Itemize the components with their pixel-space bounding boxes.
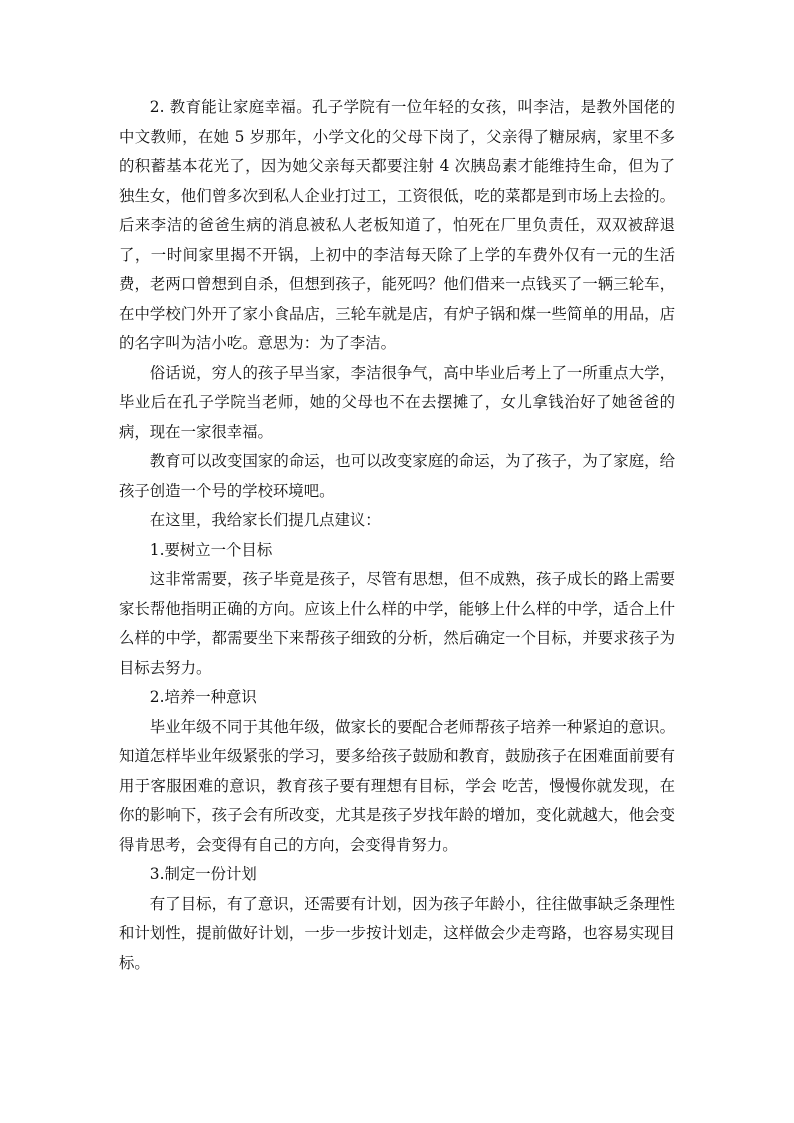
paragraph-education-destiny: 教育可以改变国家的命运，也可以改变家庭的命运，为了孩子，为了家庭，给孩子创造一个号的学校环境吧。 bbox=[119, 452, 675, 500]
paragraph-proverb: 俗话说，穷人的孩子早当家，李洁很争气，高中毕业后考上了一所重点大学，毕业后在孔子学院当老师，她的父母也不在去摆摊了，女儿拿钱治好了她爸爸的病，现在一家很幸福。 bbox=[119, 363, 675, 441]
paragraph-make-plan: 有了目标，有了意识，还需要有计划，因为孩子年龄小，往往做事缺乏条理性和计划性，提前做好计划，一步一步按计划走，这样做会少走弯路，也容易实现目标。 bbox=[119, 894, 675, 972]
heading-make-plan: 3.制定一份计划 bbox=[149, 865, 257, 883]
paragraph-education-family-story: 2. 教育能让家庭幸福。孔子学院有一位年轻的女孩，叫李洁，是教外国佬的中文教师，在她 5 岁那年，小学文化的父母下岗了，父亲得了糖尿病，家里不多的积蓄基本花光了，因为她父亲每天都要注射 4 次胰岛素才能维持生命，但为了独生女，他们曾多次到私人企业打过工，工资很低，吃的菜都是到市场上去捡的。后来李洁的爸爸生病的消息被私人老板知道了，怕死在厂里负责任，双双被辞退了，一时间家里揭不开锅，上初中的李洁每天除了上学的车费外仅有一元的生活费，老两口曾想到自杀，但想到孩子，能死吗？他们借来一点钱买了一辆三轮车，在中学校门外开了家小食品店，三轮车就是店，有炉子锅和煤一些简单的用品，店的名字叫为洁小吃。意思为：为了李洁。 bbox=[119, 98, 675, 352]
paragraph-set-goal: 这非常需要，孩子毕竟是孩子，尽管有思想，但不成熟，孩子成长的路上需要家长帮他指明正确的方向。应该上什么样的中学，能够上什么样的中学，适合上什么样的中学，都需要坐下来帮孩子细致的分析，然后确定一个目标，并要求孩子为目标去努力。 bbox=[119, 570, 675, 677]
heading-build-awareness: 2.培养一种意识 bbox=[149, 688, 257, 706]
paragraph-build-awareness: 毕业年级不同于其他年级，做家长的要配合老师帮孩子培养一种紧迫的意识。知道怎样毕业年级紧张的学习，要多给孩子鼓励和教育，鼓励孩子在困难面前要有用于客服困难的意识，教育孩子要有理想有目标，学会 吃苦，慢慢你就发现，在你的影响下，孩子会有所改变，尤其是孩子岁找年龄的增加，变化就越大，他会变得肯思考，会变得有自己的方向，会变得肯努力。 bbox=[119, 717, 675, 854]
heading-set-goal: 1.要树立一个目标 bbox=[149, 540, 273, 559]
document-body bbox=[119, 93, 675, 978]
paragraph-suggestions-intro: 在这里，我给家长们提几点建议： bbox=[149, 511, 381, 529]
